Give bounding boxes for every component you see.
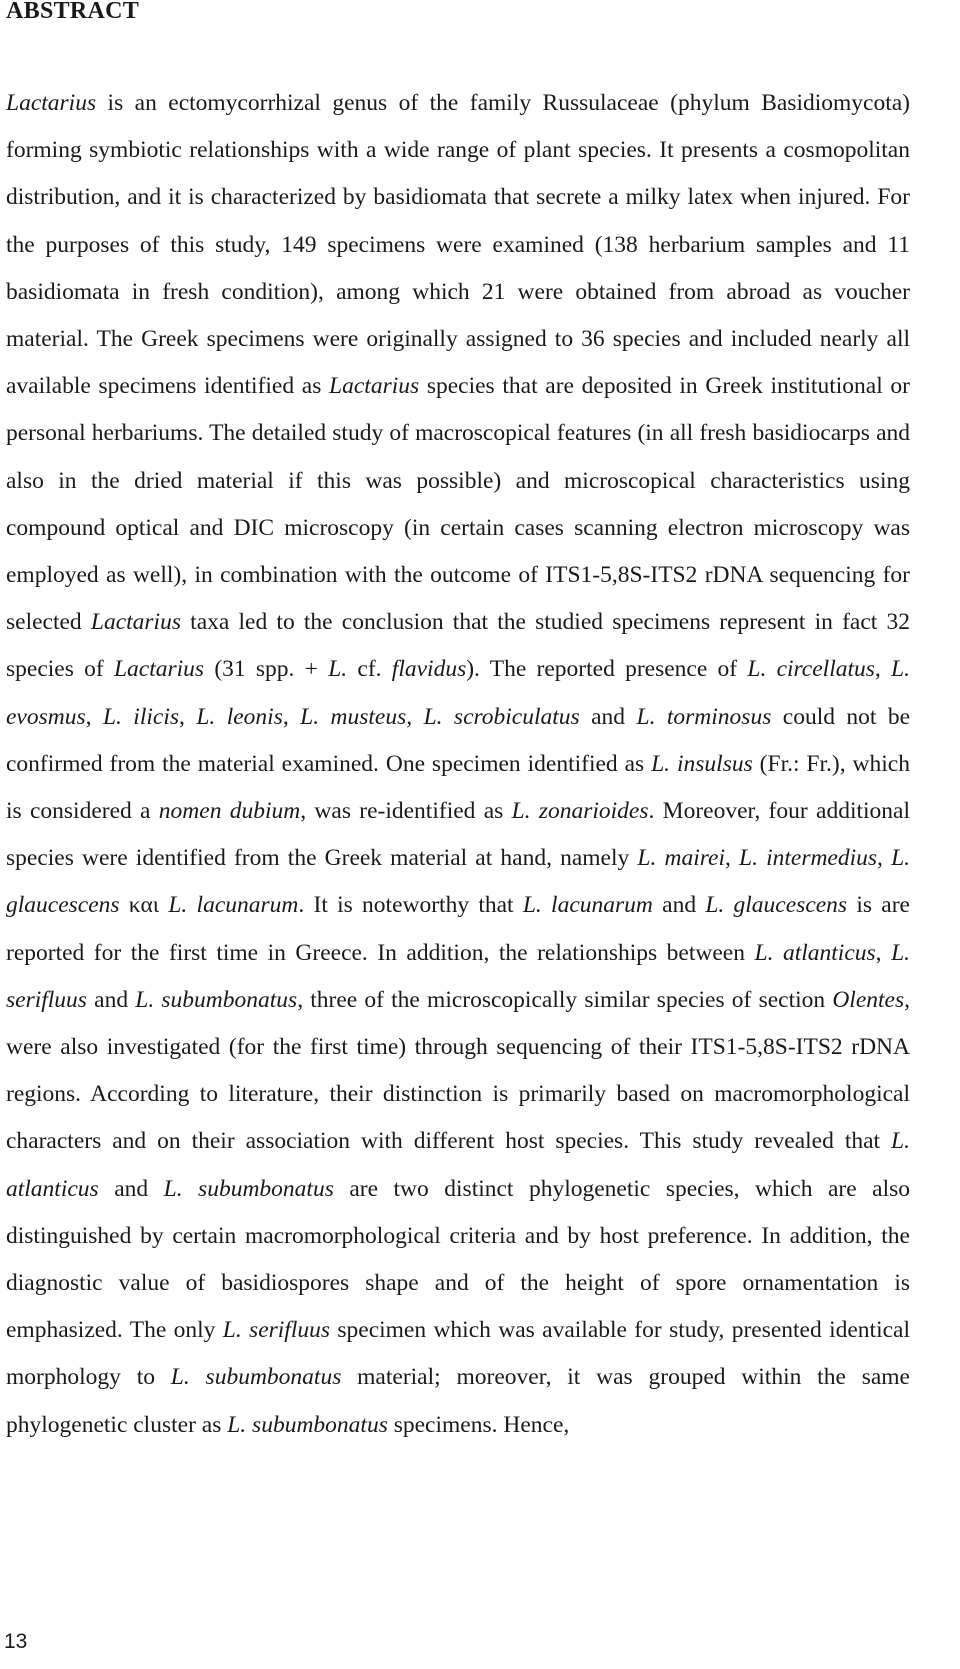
- italic-term: L. subumbonatus: [170, 1364, 342, 1391]
- text-run: . Moreover, four additional species were identified from the Greek material at hand, namely: [6, 798, 910, 872]
- text-run: are two distinct phylogenetic species, which are also distinguished by certain macromorphological criteria and by host preference. In addition, the diagnostic value of basidiospores shape and of the height of spore ornamentation is emphasized. The only: [6, 1175, 910, 1344]
- text-run: taxa led to the conclusion that the studied specimens represent in fact 32 species of: [6, 609, 910, 683]
- text-run: ,: [724, 845, 739, 872]
- italic-term: L. musteus: [300, 703, 407, 730]
- italic-term: L. leonis: [196, 703, 283, 730]
- text-run: cf.: [347, 656, 392, 683]
- italic-term: L. insulsus: [651, 750, 753, 777]
- italic-term: Lactarius: [329, 373, 420, 400]
- italic-term: L.: [328, 656, 348, 683]
- text-run: specimen which was available for study, presented identical morphology to: [6, 1317, 910, 1391]
- italic-term: nomen dubium: [158, 798, 301, 825]
- italic-term: L. evosmus: [6, 656, 910, 730]
- text-run: and: [579, 703, 637, 730]
- italic-term: L. atlanticus: [754, 939, 876, 966]
- italic-term: L. serifluus: [6, 939, 911, 1013]
- text-run: ,: [179, 703, 197, 730]
- text-run: species that are deposited in Greek institutional or personal herbariums. The detailed study of macroscopical features (in all fresh basidiocarps and also in the dried material if this was possible) and microscopical characteristics using compound optical and DIC microscopy (in certain cases scanning electron microscopy was employed as well), in combination with the outcome of ITS1-5,8S-ITS2 rDNA sequencing for selected: [6, 373, 910, 636]
- page-number: 13: [4, 1630, 28, 1653]
- text-run: ,: [282, 703, 301, 730]
- text-run: is are reported for the first time in Greece. In addition, the relationships between: [6, 892, 910, 966]
- italic-term: L. lacunarum: [522, 892, 653, 919]
- italic-term: Lactarius: [113, 656, 205, 683]
- text-run: specimens. Hence,: [387, 1411, 570, 1438]
- italic-term: L. intermedius: [739, 845, 878, 872]
- italic-term: L. scrobiculatus: [423, 703, 580, 730]
- italic-term: L. torminosus: [636, 703, 772, 730]
- text-run: , three of the microscopically similar species of section: [297, 986, 833, 1013]
- italic-term: L. subumbonatus: [227, 1411, 388, 1438]
- italic-term: L. zonarioides: [511, 798, 649, 825]
- italic-term: L. serifluus: [222, 1317, 331, 1344]
- italic-term: L. glaucescens: [705, 892, 848, 919]
- text-run: and: [98, 1175, 164, 1202]
- text-run: material; moreover, it was grouped within the same phylogenetic cluster as: [6, 1364, 910, 1438]
- text-run: (Fr.: Fr.), which is considered a: [6, 750, 910, 825]
- text-run: and: [86, 986, 136, 1013]
- italic-term: L. ilicis: [102, 703, 180, 730]
- italic-term: L. atlanticus: [6, 1128, 910, 1202]
- section-heading: ABSTRACT: [6, 0, 140, 24]
- italic-term: flavidus: [391, 656, 467, 683]
- text-run: , were also investigated (for the first time) through sequencing of their ITS1-5,8S-ITS2 rDNA regions. According to literature, their distinction is primarily based on macromorphological characters and on their association with different host species. This study revealed that: [6, 986, 910, 1155]
- text-run: , was re-identified as: [300, 798, 512, 825]
- italic-term: Lactarius: [90, 609, 181, 636]
- italic-term: Olentes: [832, 986, 905, 1013]
- italic-term: L. glaucescens: [6, 845, 911, 919]
- text-run: ,: [877, 845, 892, 872]
- text-run: ,: [874, 656, 892, 683]
- text-run: could not be confirmed from the material examined. One specimen identified as: [6, 703, 911, 777]
- italic-term: L. subumbonatus: [135, 986, 298, 1013]
- text-run: ,: [406, 703, 424, 730]
- text-run: and: [652, 892, 706, 919]
- text-run: . It is noteworthy that: [298, 892, 523, 919]
- text-run: και: [119, 892, 169, 919]
- text-run: ,: [875, 939, 892, 966]
- text-run: ,: [85, 703, 103, 730]
- abstract-paragraph: [6, 80, 910, 1449]
- italic-term: L. mairei: [637, 845, 725, 872]
- text-run: (31 spp. +: [204, 656, 329, 683]
- italic-term: L. lacunarum: [168, 892, 299, 919]
- italic-term: L. subumbonatus: [163, 1175, 334, 1202]
- italic-term: Lactarius: [6, 90, 97, 116]
- text-run: is an ectomycorrhizal genus of the family Russulaceae (phylum Basidiomycota) forming symbiotic relationships with a wide range of plant species. It presents a cosmopolitan distribution, and it is characterized by basidiomata that secrete a milky latex when injured. For the purposes of this study, 149 specimens were examined (138 herbarium samples and 11 basidiomata in fresh condition), among which 21 were obtained from abroad as voucher material. The Greek specimens were originally assigned to 36 species and included nearly all available specimens identified as: [6, 90, 910, 400]
- text-run: ). The reported presence of: [466, 656, 748, 683]
- italic-term: L. circellatus: [747, 656, 875, 683]
